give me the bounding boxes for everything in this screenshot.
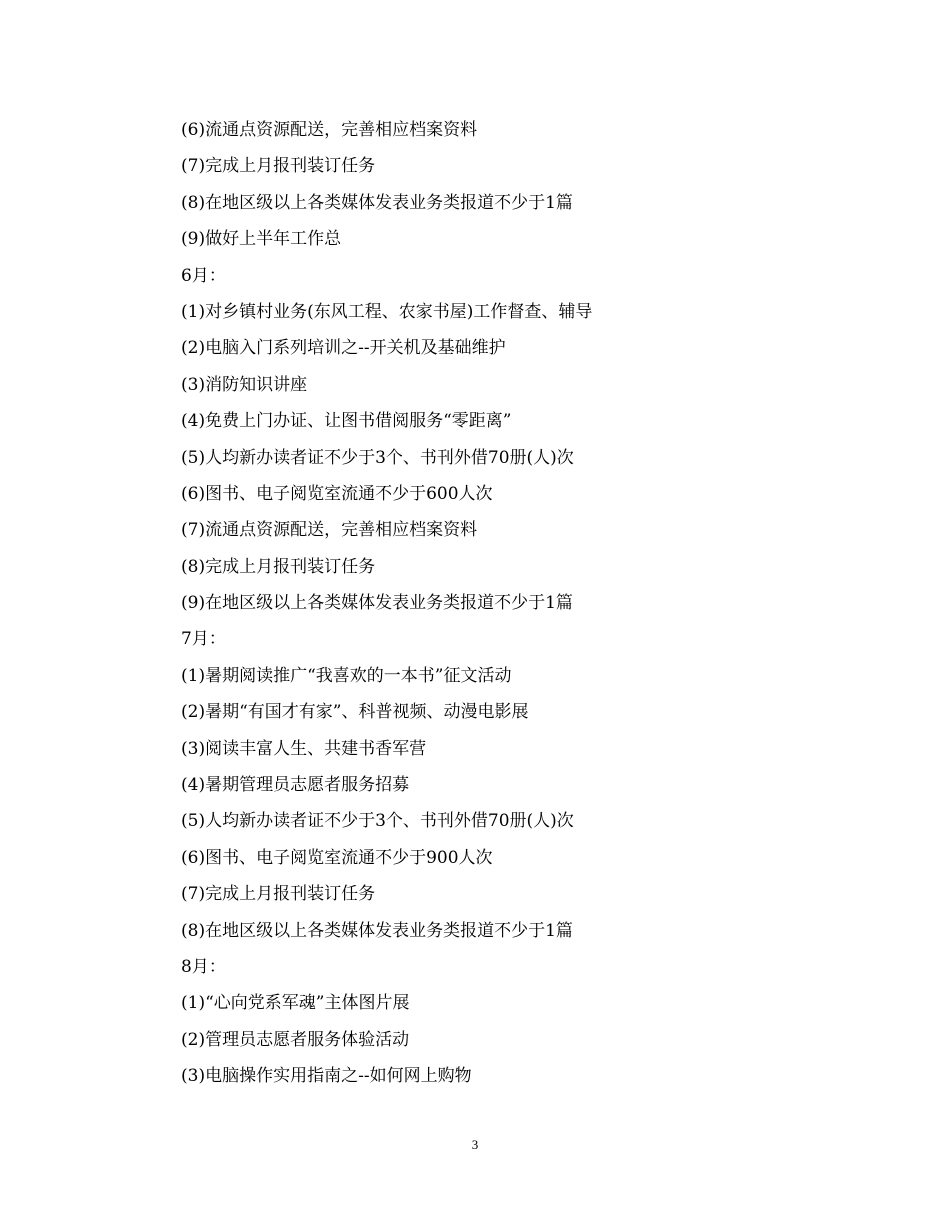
text-line: (4)免费上门办证、让图书借阅服务“零距离” [181, 411, 512, 432]
text-line: (5)人均新办读者证不少于3个、书刊外借70册(人)次 [181, 811, 574, 832]
text-line: (1)“心向党系军魂”主体图片展 [181, 993, 410, 1014]
document-body [181, 117, 881, 1100]
text-line: (6)图书、电子阅览室流通不少于900人次 [181, 847, 493, 868]
text-line: (8)在地区级以上各类媒体发表业务类报道不少于1篇 [181, 192, 573, 213]
text-line: (3)消防知识讲座 [181, 374, 308, 395]
text-line: (2)管理员志愿者服务体验活动 [181, 1029, 410, 1050]
text-line: (1)对乡镇村业务(东风工程、农家书屋)工作督查、辅导 [181, 301, 593, 322]
text-line: (8)完成上月报刊装订任务 [181, 556, 376, 577]
text-line: (1)暑期阅读推广“我喜欢的一本书”征文活动 [181, 665, 512, 686]
text-line: (8)在地区级以上各类媒体发表业务类报道不少于1篇 [181, 920, 573, 941]
text-line: (5)人均新办读者证不少于3个、书刊外借70册(人)次 [181, 447, 574, 468]
text-line: (2)电脑入门系列培训之--开关机及基础维护 [181, 338, 506, 359]
text-line: (4)暑期管理员志愿者服务招募 [181, 775, 410, 796]
text-line: (6)图书、电子阅览室流通不少于600人次 [181, 483, 493, 504]
text-line: (2)暑期“有国才有家”、科普视频、动漫电影展 [181, 702, 529, 723]
text-line: (9)做好上半年工作总 [181, 229, 342, 250]
month-heading: 6月： [181, 265, 226, 286]
page-number: 3 [471, 1137, 479, 1152]
month-heading: 8月： [181, 956, 226, 977]
text-line: (3)电脑操作实用指南之--如何网上购物 [181, 1066, 472, 1087]
month-heading: 7月： [181, 629, 226, 650]
text-line: (7)流通点资源配送，完善相应档案资料 [181, 520, 478, 541]
text-line: (3)阅读丰富人生、共建书香军营 [181, 738, 427, 759]
text-line: (7)完成上月报刊装订任务 [181, 156, 376, 177]
text-line: (6)流通点资源配送，完善相应档案资料 [181, 120, 478, 140]
text-line: (7)完成上月报刊装订任务 [181, 884, 376, 905]
text-line: (9)在地区级以上各类媒体发表业务类报道不少于1篇 [181, 593, 573, 614]
